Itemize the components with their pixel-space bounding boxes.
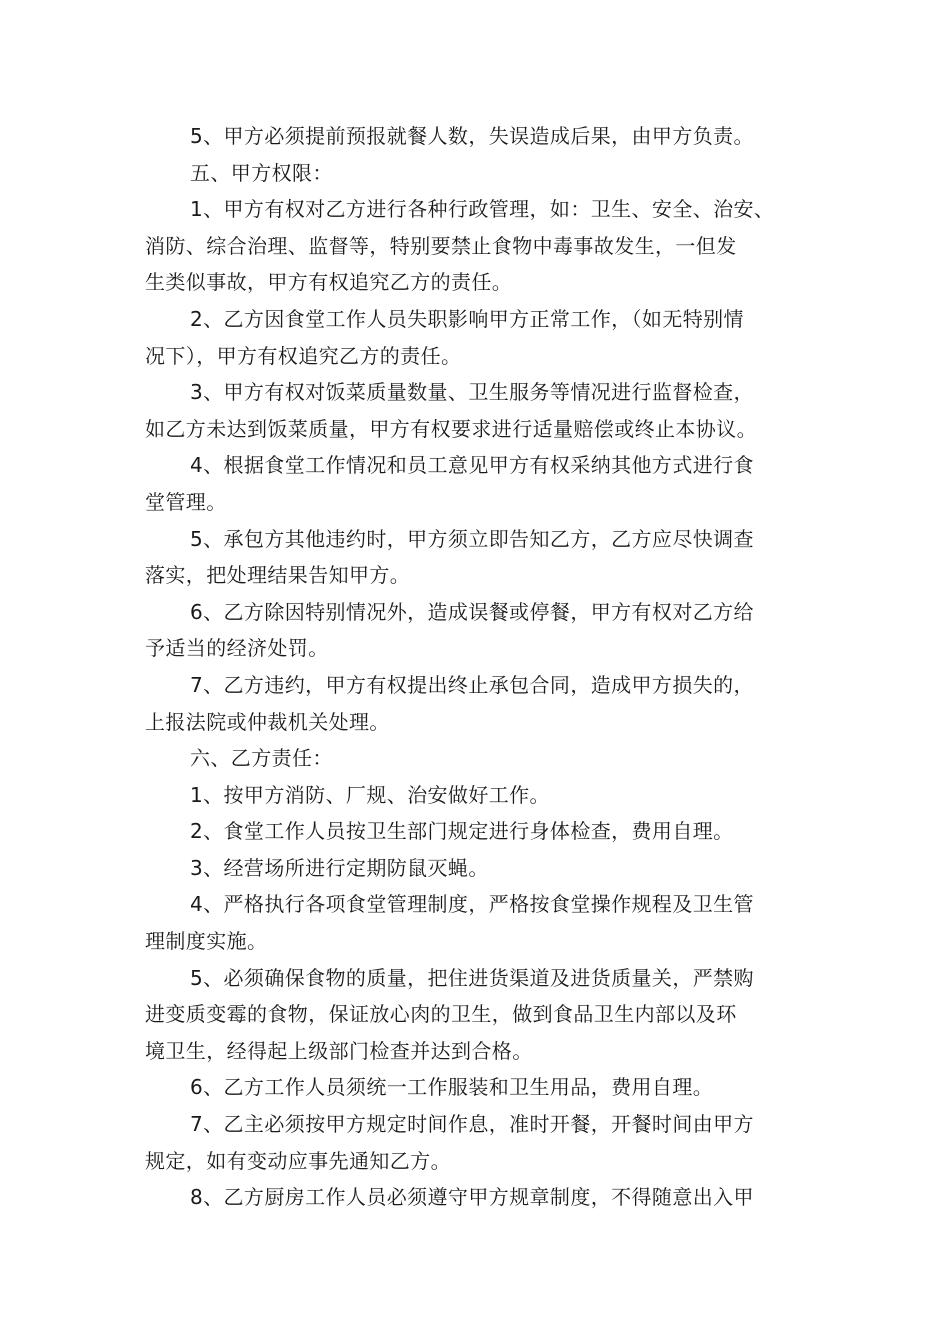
- contract-body: [145, 118, 835, 1216]
- section-heading: 五、甲方权限：: [190, 160, 333, 185]
- text-line: 堂管理。: [145, 489, 227, 514]
- text-line: 7、乙方违约，甲方有权提出终止承包合同，造成甲方损失的，: [190, 672, 754, 697]
- text-line: 消防、综合治理、监督等，特别要禁止食物中毒事故发生，一但发: [145, 233, 737, 258]
- text-line: 3、经营场所进行定期防鼠灭蝇。: [190, 855, 489, 880]
- text-line: 2、食堂工作人员按卫生部门规定进行身体检查，费用自理。: [190, 819, 734, 844]
- text-line: 5、甲方必须提前预报就餐人数，失误造成后果，由甲方负责。: [190, 124, 754, 148]
- text-line: 进变质变霉的食物，保证放心肉的卫生，做到食品卫生内部以及环: [145, 1002, 737, 1027]
- text-line: 7、乙主必须按甲方规定时间作息，准时开餐，开餐时间由甲方: [190, 1112, 754, 1137]
- text-line: 落实，把处理结果告知甲方。: [145, 563, 411, 588]
- text-line: 理制度实施。: [145, 929, 268, 954]
- text-line: 况下），甲方有权追究乙方的责任。: [145, 343, 462, 368]
- text-line: 3、甲方有权对饭菜质量数量、卫生服务等情况进行监督检查，: [190, 380, 754, 405]
- text-line: 6、乙方除因特别情况外，造成误餐或停餐，甲方有权对乙方给: [190, 599, 754, 624]
- text-line: 上报法院或仲裁机关处理。: [145, 709, 390, 734]
- text-line: 规定，如有变动应事先通知乙方。: [145, 1148, 451, 1173]
- text-line: 4、严格执行各项食堂管理制度，严格按食堂操作规程及卫生管: [190, 892, 754, 917]
- text-line: 1、按甲方消防、厂规、治安做好工作。: [190, 782, 550, 807]
- text-line: 生类似事故，甲方有权追究乙方的责任。: [145, 270, 513, 295]
- text-line: 4、根据食堂工作情况和员工意见甲方有权采纳其他方式进行食: [190, 453, 754, 478]
- text-line: 8、乙方厨房工作人员必须遵守甲方规章制度，不得随意出入甲: [190, 1185, 754, 1210]
- text-line: 境卫生，经得起上级部门检查并达到合格。: [145, 1038, 533, 1063]
- text-line: 5、必须确保食物的质量，把住进货渠道及进货质量关，严禁购: [190, 965, 754, 990]
- text-line: 如乙方未达到饭菜质量，甲方有权要求进行适量赔偿或终止本协议。: [145, 416, 757, 441]
- text-line: 2、乙方因食堂工作人员失职影响甲方正常工作，（如无特别情: [190, 306, 744, 331]
- text-line: 1、甲方有权对乙方进行各种行政管理，如：卫生、安全、治安、: [190, 197, 775, 222]
- text-line: 予适当的经济处罚。: [145, 636, 329, 661]
- text-line: 6、乙方工作人员须统一工作服装和卫生用品，费用自理。: [190, 1075, 714, 1100]
- text-line: 5、承包方其他违约时，甲方须立即告知乙方，乙方应尽快调查: [190, 526, 754, 551]
- section-heading: 六、乙方责任：: [190, 746, 333, 771]
